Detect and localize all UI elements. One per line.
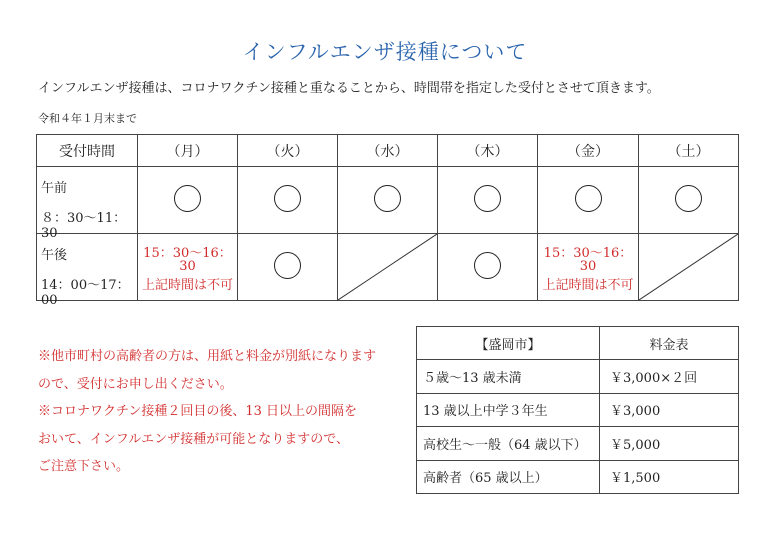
header-mon: （月） — [138, 135, 238, 167]
header-reception-time: 受付時間 — [37, 135, 138, 167]
morning-row — [37, 167, 739, 234]
header-fri: （金） — [538, 135, 639, 167]
fee-price: ￥3,000×２回 — [600, 360, 739, 393]
afternoon-wed-cell — [338, 234, 438, 301]
limited-note-text: 上記時間は不可 — [141, 278, 233, 293]
header-sat: （土） — [639, 135, 739, 167]
note-line: ※コロナワクチン接種２回目の後、13 日以上の間隔を — [38, 404, 358, 419]
morning-slot — [37, 167, 138, 241]
fee-header-city: 【盛岡市】 — [417, 327, 600, 360]
note-line: ので、受付にお申し出ください。 — [38, 376, 233, 392]
intro-text: インフルエンザ接種は、コロナワクチン接種と重なることから、時間帯を指定した受付とさせて頂きます。 — [38, 81, 660, 96]
afternoon-mon-cell — [138, 234, 238, 301]
available-circle-mark — [474, 185, 501, 212]
afternoon-sat-cell — [639, 234, 739, 301]
valid-until: 令和４年１月末まで — [38, 112, 137, 125]
header-tue: （火） — [238, 135, 338, 167]
available-circle-mark — [174, 185, 201, 212]
fee-price: ￥1,500 — [600, 460, 739, 493]
afternoon-slot — [37, 234, 138, 308]
afternoon-thu-cell — [438, 234, 538, 301]
fee-label: ５歳～13 歳未満 — [417, 360, 600, 393]
morning-sat-cell — [639, 167, 739, 234]
fee-price: ￥3,000 — [600, 393, 739, 426]
available-circle-mark — [274, 252, 301, 279]
fee-header-price: 料金表 — [600, 327, 739, 360]
notes — [38, 343, 408, 481]
morning-mon-cell — [138, 167, 238, 234]
morning-wed-cell — [338, 167, 438, 234]
limited-note-text: 上記時間は不可 — [542, 278, 634, 293]
available-circle-mark — [675, 185, 702, 212]
note-line: ※他市町村の高齢者の方は、用紙と料金が別紙になります — [38, 349, 377, 364]
fee-header-row — [417, 327, 739, 360]
header-wed: （水） — [338, 135, 438, 167]
note-line: おいて、インフルエンザ接種が可能となりますので、 — [38, 431, 349, 447]
fee-row — [417, 360, 739, 393]
limited-time-text: 15：30～16：30 — [143, 246, 232, 274]
morning-label: 午前 — [41, 181, 68, 196]
available-circle-mark — [474, 252, 501, 279]
page-title: インフルエンザ接種について — [242, 40, 528, 64]
fee-label: 高齢者（65 歳以上） — [417, 460, 600, 493]
schedule-table — [36, 134, 739, 308]
afternoon-time: 14：00～17：00 — [41, 278, 130, 308]
available-circle-mark — [274, 185, 301, 212]
closed-slash-mark — [338, 234, 437, 300]
morning-time: ８：30～11：30 — [41, 211, 127, 241]
limited-time-text: 15：30～16：30 — [543, 246, 633, 274]
fee-row — [417, 460, 739, 493]
fee-row — [417, 427, 739, 460]
morning-thu-cell — [438, 167, 538, 234]
fee-table — [416, 326, 739, 494]
fee-label: 13 歳以上中学３年生 — [417, 393, 600, 426]
schedule-header-row — [37, 135, 739, 167]
morning-tue-cell — [238, 167, 338, 234]
morning-fri-cell — [538, 167, 639, 234]
note-line: ご注意下さい。 — [38, 459, 130, 474]
afternoon-tue-cell — [238, 234, 338, 301]
available-circle-mark — [374, 185, 401, 212]
available-circle-mark — [575, 185, 602, 212]
afternoon-row — [37, 234, 739, 301]
closed-slash-mark — [639, 234, 738, 300]
fee-label: 高校生～一般（64 歳以下） — [417, 427, 600, 460]
header-thu: （木） — [438, 135, 538, 167]
afternoon-fri-cell — [538, 234, 639, 301]
fee-row — [417, 393, 739, 426]
fee-price: ￥5,000 — [600, 427, 739, 460]
afternoon-label: 午後 — [41, 248, 68, 263]
